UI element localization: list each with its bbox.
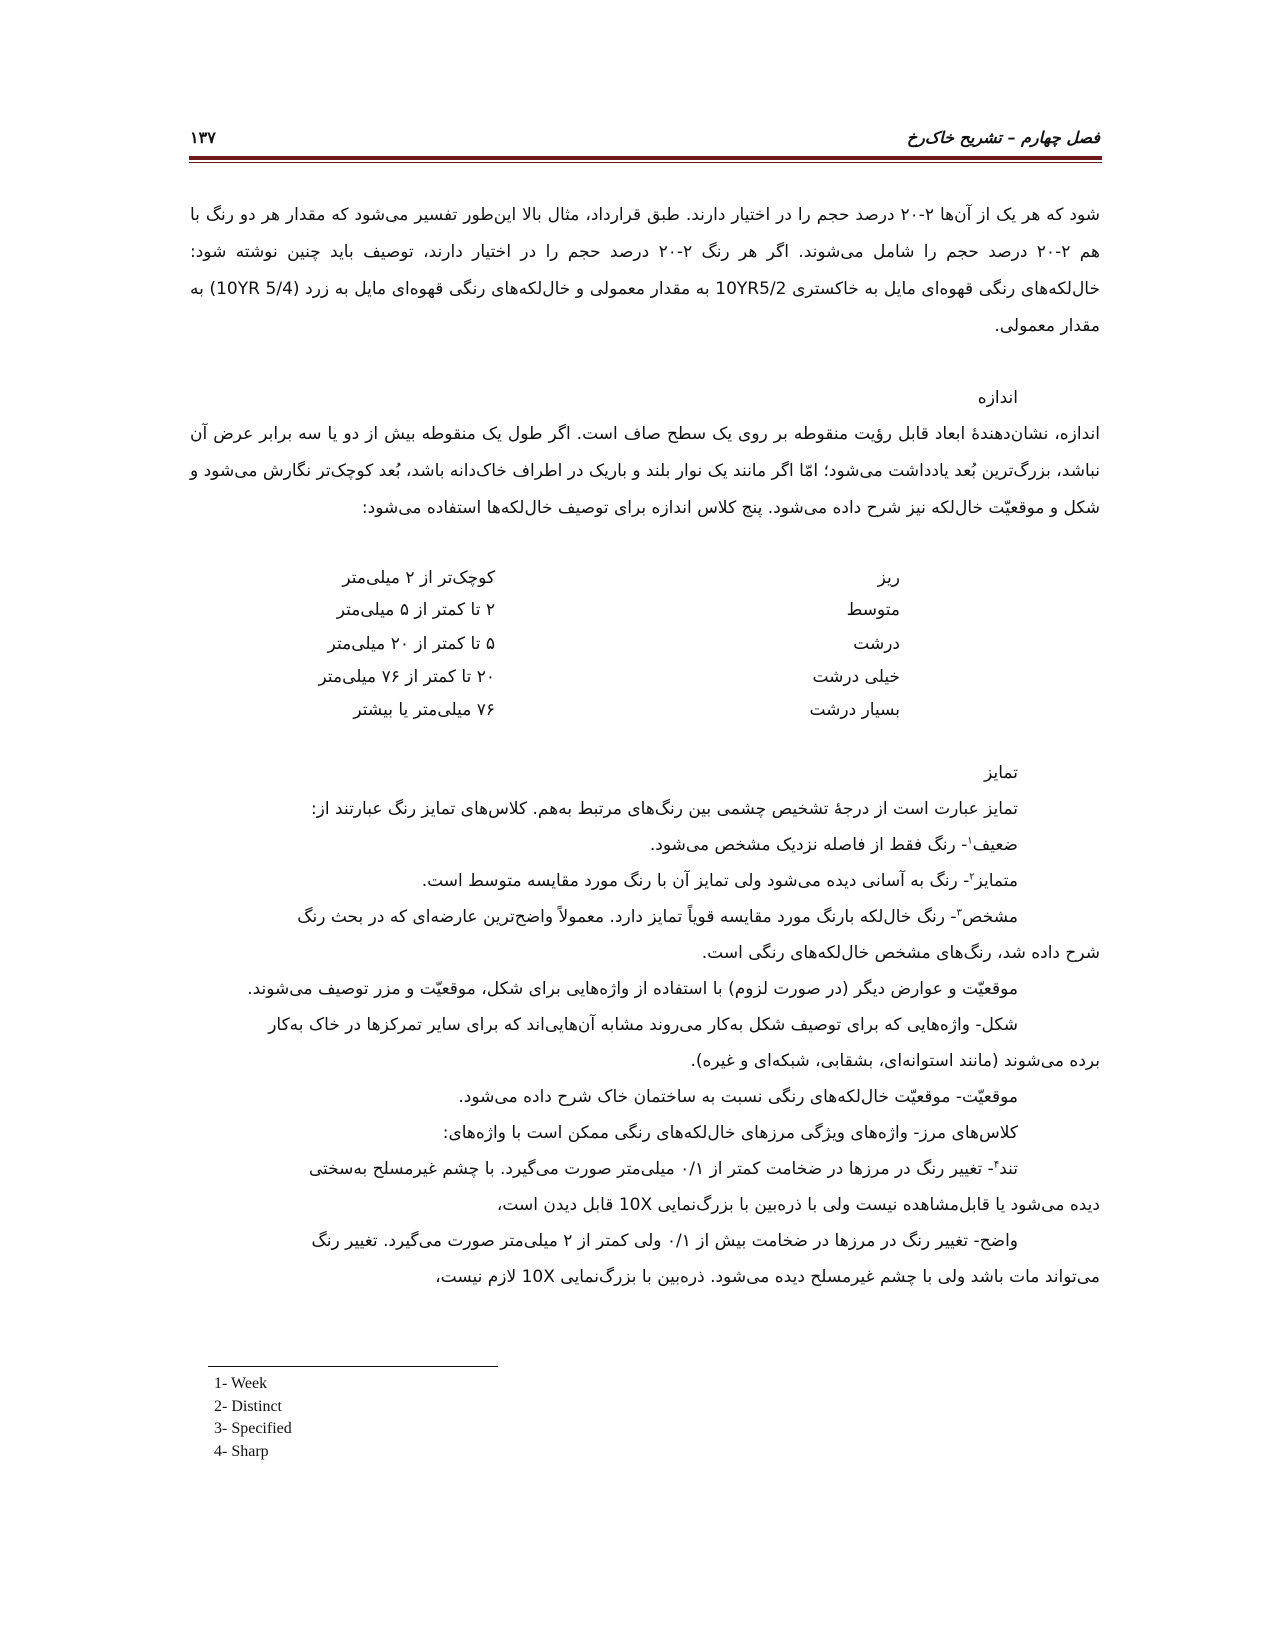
sharp-text: - تغییر رنگ در مرزها در ضخامت کمتر از ۰/۱ میلی‌متر صورت می‌گیرد. با چشم غیرمسلح به‌سختی	[308, 1159, 994, 1179]
contrast-heading: تمایز	[984, 763, 1018, 783]
page-number: ۱۳۷	[190, 128, 216, 147]
size-class-range: ۲۰ تا کمتر از ۷۶ میلی‌متر	[318, 667, 495, 687]
footnote-ref: ۳	[956, 907, 962, 919]
contrast-faint	[650, 830, 1018, 860]
size-class-range: ۲ تا کمتر از ۵ میلی‌متر	[336, 600, 495, 620]
size-heading: اندازه	[977, 388, 1018, 408]
footnote: 1- Week	[214, 1375, 268, 1392]
size-class-name: ریز	[877, 568, 900, 588]
clear-line-1: واضح- تغییر رنگ در مرزها در ضخامت بیش از ۰/۱ ولی کمتر از ۲ میلی‌متر صورت می‌گیرد. تغییر رنگ	[311, 1231, 1018, 1251]
size-class-range: ۷۶ میلی‌متر یا بیشتر	[353, 700, 495, 720]
prominent-text: - رنگ خال‌لکه بارنگ مورد مقایسه قویاً تمایز دارد. معمولاً واضح‌ترین عارضه‌ای که در بحث رنگ	[297, 907, 957, 927]
contrast-prominent-2: شرح داده شد، رنگ‌های مشخص خال‌لکه‌های رنگی است.	[701, 943, 1100, 963]
size-paragraph	[190, 416, 1100, 527]
sharp-term: تند	[999, 1159, 1018, 1179]
other-features: موقعیّت و عوارض دیگر (در صورت لزوم) با استفاده از واژه‌هایی برای شکل، موقعیّت و مزر توصیف می‌شوند.	[247, 979, 1018, 999]
distinct-term: متمایز	[974, 871, 1018, 891]
prominent-term: مشخص	[961, 907, 1018, 927]
size-paragraph-text: اندازه، نشان‌دهندهٔ ابعاد قابل رؤیت منقوطه بر روی یک سطح صاف است. اگر طول یک منقوطه بیش از دو یا سه برابر عرض آن نباشد، بزرگ‌ترین بُعد یادداشت می‌شود؛ امّا اگر مانند یک نوار بلند و باریک در اطراف خاک‌دانه باشد، بُعد کوچک‌تر نگارش می‌شود و شکل و موقعیّت خال‌لکه نیز شرح داده می‌شود. پنج کلاس اندازه برای توصیف خال‌لکه‌ها استفاده می‌شود:	[190, 424, 1100, 518]
boundary-line: کلاس‌های مرز- واژه‌های ویژگی مرزهای خال‌لکه‌های رنگی ممکن است با واژه‌های:	[442, 1123, 1018, 1143]
contrast-prominent-1	[297, 902, 1018, 932]
sharp-line-2: دیده می‌شود یا قابل‌مشاهده نیست ولی با ذره‌بین با بزرگ‌نمایی 10X قابل دیدن است،	[496, 1195, 1100, 1215]
chapter-title: فصل چهارم – تشریح خاک‌رخ	[906, 128, 1100, 147]
footnote-ref: ۴	[993, 1159, 1000, 1171]
footnote-ref: ۱	[967, 835, 973, 847]
size-class-name: خیلی درشت	[812, 667, 900, 687]
footnote: 3- Specified	[214, 1420, 292, 1437]
size-class-name: بسیار درشت	[809, 700, 900, 720]
size-class-name: درشت	[853, 634, 900, 654]
intro-paragraph: شود که هر یک از آن‌ها ۲-۲۰ درصد حجم را در اختیار دارند. طبق قرارداد، مثال بالا این‌طور تفسیر می‌شود که مقدار هر دو رنگ با هم ۲-۲۰ درصد حجم را شامل می‌شوند. اگر هر رنگ ۲-۲۰ درصد حجم را در اختیار دارند، توصیف باید چنین نوشته شود: خال‌لکه‌های رنگی قهوه‌ای مایل به خاکستری 10YR5/2 به مقدار معمولی و خال‌لکه‌های رنگی قهوه‌ای مایل به زرد (10YR 5/4) به مقدار معمولی.	[190, 205, 1100, 336]
footnote: 4- Sharp	[214, 1443, 269, 1460]
contrast-intro: تمایز عبارت است از درجهٔ تشخیص چشمی بین رنگ‌های مرتبط به‌هم. کلاس‌های تمایز رنگ عبارتند از:	[310, 799, 1018, 819]
running-header	[190, 128, 1100, 150]
shape-line-2: برده می‌شوند (مانند استوانه‌ای، بشقابی، شبکه‌ای و غیره).	[690, 1051, 1100, 1071]
faint-term: ضعیف	[972, 835, 1018, 855]
size-class-name: متوسط	[846, 600, 900, 620]
location-line: موقعیّت- موقعیّت خال‌لکه‌های رنگی نسبت به ساختمان خاک شرح داده می‌شود.	[458, 1087, 1018, 1107]
shape-line-1: شکل- واژه‌هایی که برای توصیف شکل به‌کار می‌روند مشابه آن‌هایی‌اند که برای سایر تمرکزها در خاک به‌کار	[268, 1015, 1018, 1035]
clear-line-2: می‌تواند مات باشد ولی با چشم غیرمسلح دیده می‌شود. ذره‌بین با بزرگ‌نمایی 10X لازم نیست،	[435, 1267, 1100, 1287]
footnote-rule	[208, 1366, 498, 1367]
header-rule-thick	[189, 156, 1102, 160]
footnote-ref: ۲	[969, 871, 975, 883]
size-class-range: کوچک‌تر از ۲ میلی‌متر	[342, 568, 495, 588]
faint-text: - رنگ فقط از فاصله نزدیک مشخص می‌شود.	[649, 835, 968, 855]
size-class-range: ۵ تا کمتر از ۲۰ میلی‌متر	[327, 634, 495, 654]
contrast-distinct	[422, 866, 1018, 896]
sharp-line-1	[309, 1154, 1018, 1184]
distinct-text: - رنگ به آسانی دیده می‌شود ولی تمایز آن با رنگ مورد مقایسه متوسط است.	[421, 871, 970, 891]
footnote: 2- Distinct	[214, 1398, 282, 1415]
header-rule-thin	[189, 162, 1102, 163]
